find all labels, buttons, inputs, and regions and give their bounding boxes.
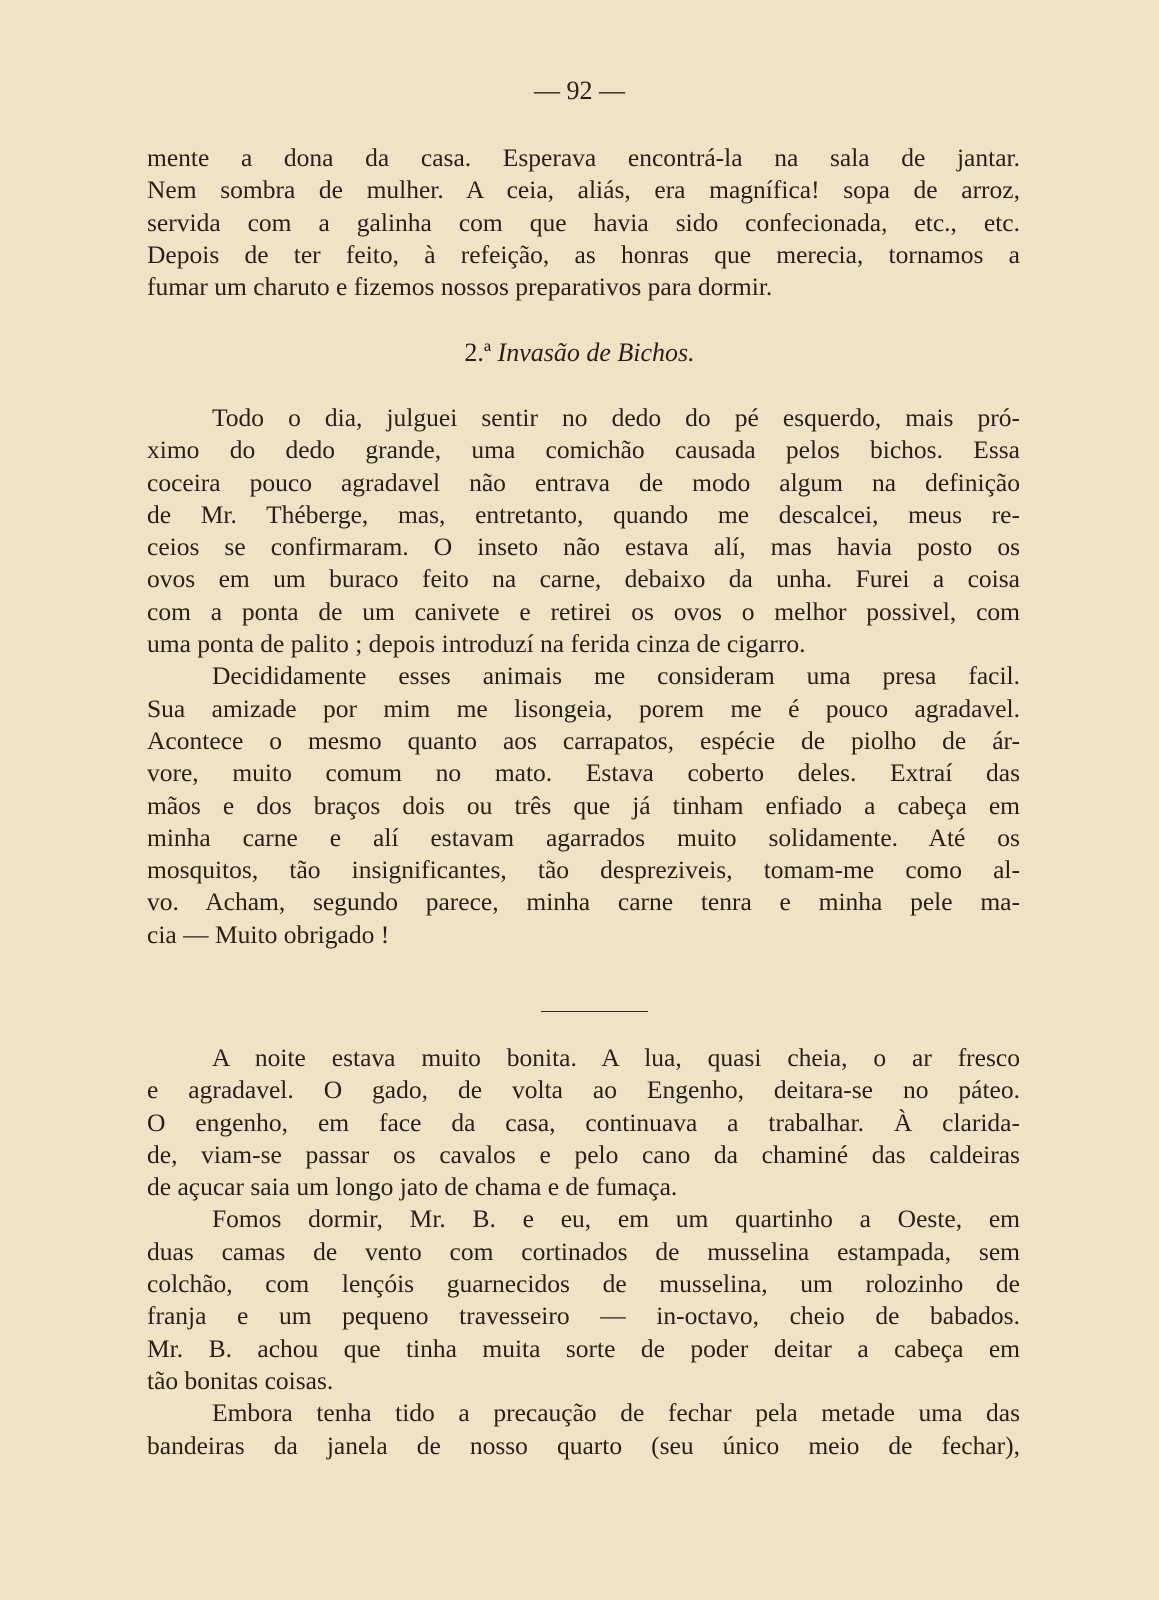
section-divider [541, 1011, 648, 1012]
text-line: mãos e dos braços dois ou três que já tinham enfiado a cabeça em [147, 790, 1020, 820]
paragraph-block-2 [147, 402, 1020, 951]
text-line: de Mr. Théberge, mas, entretanto, quando me descalcei, meus re- [147, 499, 1020, 529]
text-line: uma ponta de palito ; depois introduzí na ferida cinza de cigarro. [147, 629, 806, 659]
text-line: fumar um charuto e fizemos nossos preparativos para dormir. [147, 272, 773, 302]
text-line: Sua amizade por mim me lisongeia, porem me é pouco agradavel. [147, 693, 1020, 723]
text-line: Acontece o mesmo quanto aos carrapatos, espécie de piolho de ár- [147, 725, 1020, 755]
text-line: servida com a galinha com que havia sido confecionada, etc., etc. [147, 207, 1020, 237]
text-line: mosquitos, tão insignificantes, tão despreziveis, tomam-me como al- [147, 855, 1020, 885]
text-line: O engenho, em face da casa, continuava a trabalhar. À clarida- [147, 1107, 1020, 1137]
text-line: e agradavel. O gado, de volta ao Engenho, deitara-se no páteo. [147, 1075, 1020, 1105]
heading-number: 2.ª [464, 338, 492, 367]
text-line: Embora tenha tido a precaução de fechar pela metade uma das [212, 1398, 1020, 1428]
text-line: duas camas de vento com cortinados de musselina estampada, sem [147, 1236, 1020, 1266]
heading-title: Invasão de Bichos. [497, 338, 695, 367]
text-line: minha carne e alí estavam agarrados muito solidamente. Até os [147, 822, 1020, 852]
text-line: tão bonitas coisas. [147, 1365, 334, 1395]
text-line: Fomos dormir, Mr. B. e eu, em um quartinho a Oeste, em [212, 1204, 1020, 1234]
text-line: Todo o dia, julguei sentir no dedo do pé esquerdo, mais pró- [212, 403, 1020, 432]
text-line: colchão, com lençóis guarnecidos de musselina, um rolozinho de [147, 1269, 1020, 1299]
text-line: bandeiras da janela de nosso quarto (seu único meio de fechar), [147, 1430, 1020, 1460]
section-heading [0, 338, 1159, 368]
text-line: ovos em um buraco feito na carne, debaixo da unha. Furei a coisa [147, 564, 1020, 594]
text-line: franja e um pequeno travesseiro — in-octavo, cheio de babados. [147, 1301, 1020, 1331]
page-number: — 92 — [534, 76, 625, 105]
paragraph-block-1 [147, 142, 1020, 303]
text-line: vo. Acham, segundo parece, minha carne tenra e minha pele ma- [147, 887, 1020, 917]
text-line: vore, muito comum no mato. Estava coberto deles. Extraí das [147, 758, 1020, 788]
text-line: A noite estava muito bonita. A lua, quasi cheia, o ar fresco [212, 1043, 1020, 1072]
text-line: ceios se confirmaram. O inseto não estava alí, mas havia posto os [147, 532, 1020, 562]
text-line: cia — Muito obrigado ! [147, 919, 390, 949]
text-line: Nem sombra de mulher. A ceia, aliás, era magnífica! sopa de arroz, [147, 175, 1020, 205]
text-line: coceira pouco agradavel não entrava de modo algum na definição [147, 467, 1020, 497]
text-line: ximo do dedo grande, uma comichão causada pelos bichos. Essa [147, 435, 1020, 465]
text-line: de, viam-se passar os cavalos e pelo cano da chaminé das caldeiras [147, 1139, 1020, 1169]
text-line: Mr. B. achou que tinha muita sorte de poder deitar a cabeça em [147, 1333, 1020, 1363]
paragraph-block-3 [147, 1042, 1020, 1462]
text-line: mente a dona da casa. Esperava encontrá-la na sala de jantar. [147, 143, 1020, 172]
text-line: com a ponta de um canivete e retirei os ovos o melhor possivel, com [147, 596, 1020, 626]
text-line: de açucar saia um longo jato de chama e de fumaça. [147, 1172, 678, 1202]
text-line: Depois de ter feito, à refeição, as honras que merecia, tornamos a [147, 239, 1020, 269]
text-line: Decididamente esses animais me consideram uma presa facil. [212, 661, 1020, 691]
